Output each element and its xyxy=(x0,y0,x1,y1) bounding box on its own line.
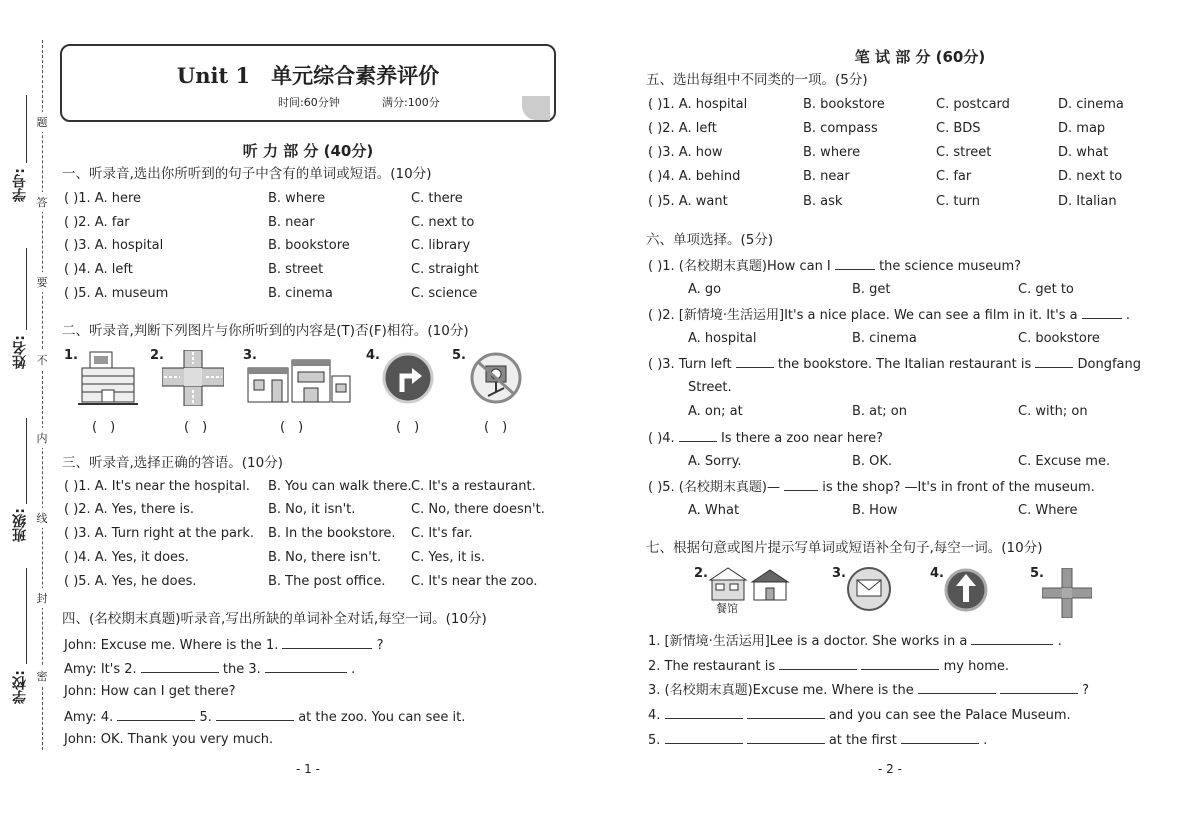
page-number-2: - 2 - xyxy=(878,762,902,776)
answer-blank[interactable] xyxy=(901,731,979,744)
s5-q2-c: C. BDS xyxy=(936,121,981,136)
answer-blank[interactable] xyxy=(784,478,818,491)
dialog-line-2 xyxy=(64,660,355,678)
stem-text: and you can see the Palace Museum. xyxy=(828,708,1071,723)
s5-q4-d: D. next to xyxy=(1058,169,1123,184)
pic-number: 2. xyxy=(694,566,708,581)
seal-dashed-line xyxy=(42,40,43,750)
dialog-text: at the zoo. You can see it. xyxy=(298,710,466,725)
answer-blank[interactable] xyxy=(265,660,347,673)
dialog-line-3: John: How can I get there? xyxy=(64,684,236,699)
s3-q4-a: ( )4. A. Yes, it does. xyxy=(64,550,189,565)
class-line xyxy=(26,418,27,504)
answer-blank[interactable] xyxy=(971,632,1053,645)
stem-text: at the first xyxy=(828,733,897,748)
stem-text: ( )2. [新情境·生活运用]It's a nice place. We can see a film in it. It's a xyxy=(648,308,1078,323)
seal-char: 内 xyxy=(36,428,48,448)
s1-q4-a: ( )4. A. left xyxy=(64,262,133,277)
s1-q2-a: ( )2. A. far xyxy=(64,215,130,230)
exam-time: 时间:60分钟 xyxy=(278,96,340,109)
page-number-1: - 1 - xyxy=(296,762,320,776)
student-name-label: 姓名: xyxy=(12,335,28,369)
section-7-heading: 七、根据句意或图片提示写单词或短语补全句子,每空一词。(10分) xyxy=(646,540,1043,556)
s1-q5-a: ( )5. A. museum xyxy=(64,286,169,301)
s6-q4-c: C. Excuse me. xyxy=(1018,454,1111,469)
s3-q4-c: C. Yes, it is. xyxy=(411,550,485,565)
s6-q1-b: B. get xyxy=(852,282,891,297)
answer-blank[interactable] xyxy=(679,429,717,442)
s5-q2-b: B. compass xyxy=(803,121,878,136)
answer-blank[interactable] xyxy=(747,731,825,744)
answer-blank[interactable] xyxy=(282,636,372,649)
s6-q2-a: A. hospital xyxy=(688,331,757,346)
s6-q2-b: B. cinema xyxy=(852,331,917,346)
s1-q1-b: B. where xyxy=(268,191,326,206)
s6-q5-stem xyxy=(648,478,1095,496)
seal-char: 题 xyxy=(36,112,48,132)
s6-q4-b: B. OK. xyxy=(852,454,893,469)
s5-q5-b: B. ask xyxy=(803,194,843,209)
answer-blank[interactable] xyxy=(861,657,939,670)
section-3-heading: 三、听录音,选择正确的答语。(10分) xyxy=(62,455,284,471)
dialog-line-4 xyxy=(64,708,465,726)
dialog-text: the 3. xyxy=(222,662,261,677)
pic-number: 4. xyxy=(366,348,380,363)
dialog-text: 5. xyxy=(199,710,212,725)
s1-q3-b: B. bookstore xyxy=(268,238,350,253)
stem-text: . xyxy=(1057,634,1062,649)
answer-blank[interactable] xyxy=(216,708,294,721)
exam-full-score: 满分:100分 xyxy=(382,96,440,109)
dialog-text: Amy: 4. xyxy=(64,710,114,725)
s1-q2-b: B. near xyxy=(268,215,315,230)
post-office-icon xyxy=(846,566,892,612)
stem-text: ( )4. xyxy=(648,431,675,446)
s1-q5-b: B. cinema xyxy=(268,286,333,301)
s6-q2-c: C. bookstore xyxy=(1018,331,1100,346)
s1-q5-c: C. science xyxy=(411,286,478,301)
no-photo-sign-icon xyxy=(470,352,522,404)
answer-paren: ( ) xyxy=(396,420,420,435)
school-label: 学校: xyxy=(12,670,28,704)
answer-blank[interactable] xyxy=(1082,306,1122,319)
pic-number: 5. xyxy=(1030,566,1044,581)
stem-text: . xyxy=(1125,308,1131,323)
student-number-label: 学号: xyxy=(12,168,28,202)
answer-blank[interactable] xyxy=(747,706,825,719)
pic-number: 3. xyxy=(243,348,257,363)
s6-q3-a: A. on; at xyxy=(688,404,743,419)
turn-right-sign-icon xyxy=(382,352,434,404)
stem-text: Is there a zoo near here? xyxy=(720,431,884,446)
s1-q1-c: C. there xyxy=(411,191,463,206)
stem-text: 3. (名校期末真题)Excuse me. Where is the xyxy=(648,683,914,698)
s5-q4-a: ( )4. A. behind xyxy=(648,169,741,184)
stem-text: ( )5. (名校期末真题)— xyxy=(648,480,780,495)
stem-text: ( )1. (名校期末真题)How can I xyxy=(648,259,831,274)
seal-char: 要 xyxy=(36,272,48,292)
pic-number: 2. xyxy=(150,348,164,363)
s7-line-5 xyxy=(648,731,987,749)
answer-paren: ( ) xyxy=(184,420,208,435)
section-1-heading: 一、听录音,选出你所听到的句子中含有的单词或短语。(10分) xyxy=(62,166,432,182)
s5-q4-b: B. near xyxy=(803,169,850,184)
s6-q3-b: B. at; on xyxy=(852,404,907,419)
s5-q1-c: C. postcard xyxy=(936,97,1010,112)
pic-number: 3. xyxy=(832,566,846,581)
s1-q3-a: ( )3. A. hospital xyxy=(64,238,164,253)
s3-q2-b: B. No, it isn't. xyxy=(268,502,356,517)
s3-q3-a: ( )3. A. Turn right at the park. xyxy=(64,526,254,541)
restaurant-caption: 餐馆 xyxy=(716,602,738,615)
pic-number: 5. xyxy=(452,348,466,363)
student-number-line xyxy=(26,95,27,163)
stem-text: ? xyxy=(1082,683,1090,698)
page-curl-decoration xyxy=(522,96,550,120)
stem-text: 1. [新情境·生活运用]Lee is a doctor. She works in a xyxy=(648,634,968,649)
s3-q5-c: C. It's near the zoo. xyxy=(411,574,538,589)
page-title: Unit 1 单元综合素养评价 xyxy=(176,63,440,88)
s1-q2-c: C. next to xyxy=(411,215,475,230)
dialog-line-1 xyxy=(64,636,384,654)
s5-q3-c: C. street xyxy=(936,145,992,160)
answer-paren: ( ) xyxy=(92,420,116,435)
dialog-text: ? xyxy=(376,638,384,653)
answer-blank[interactable] xyxy=(835,257,875,270)
s6-q5-a: A. What xyxy=(688,503,740,518)
s1-q4-b: B. street xyxy=(268,262,324,277)
student-name-line xyxy=(26,248,27,330)
s5-q2-d: D. map xyxy=(1058,121,1106,136)
s7-line-3 xyxy=(648,681,1089,699)
s1-q4-c: C. straight xyxy=(411,262,479,277)
answer-blank[interactable] xyxy=(665,731,743,744)
s5-q5-a: ( )5. A. want xyxy=(648,194,728,209)
stem-text: 2. The restaurant is xyxy=(648,659,776,674)
s5-q3-a: ( )3. A. how xyxy=(648,145,723,160)
s5-q1-a: ( )1. A. hospital xyxy=(648,97,748,112)
s3-q2-c: C. No, there doesn't. xyxy=(411,502,545,517)
s5-q5-d: D. Italian xyxy=(1058,194,1117,209)
seal-char: 封 xyxy=(36,588,48,608)
s5-q1-b: B. bookstore xyxy=(803,97,885,112)
s1-q1-a: ( )1. A. here xyxy=(64,191,142,206)
answer-blank[interactable] xyxy=(736,355,774,368)
answer-blank[interactable] xyxy=(1000,681,1078,694)
go-straight-sign-icon xyxy=(944,568,988,612)
seal-char: 线 xyxy=(36,508,48,528)
restaurant-house-icon xyxy=(708,566,790,602)
s1-q3-c: C. library xyxy=(411,238,471,253)
s3-q3-c: C. It's far. xyxy=(411,526,473,541)
dialog-text: John: Excuse me. Where is the 1. xyxy=(64,638,279,653)
s5-q1-d: D. cinema xyxy=(1058,97,1124,112)
s5-q3-d: D. what xyxy=(1058,145,1109,160)
answer-blank[interactable] xyxy=(779,657,857,670)
s3-q1-c: C. It's a restaurant. xyxy=(411,479,536,494)
s3-q2-a: ( )2. A. Yes, there is. xyxy=(64,502,195,517)
s5-q3-b: B. where xyxy=(803,145,861,160)
s6-q1-c: C. get to xyxy=(1018,282,1074,297)
s3-q3-b: B. In the bookstore. xyxy=(268,526,396,541)
section-6-heading: 六、单项选择。(5分) xyxy=(646,232,774,248)
seal-char: 答 xyxy=(36,192,48,212)
s6-q1-a: A. go xyxy=(688,282,722,297)
s6-q4-stem xyxy=(648,429,883,447)
s6-q3-c: C. with; on xyxy=(1018,404,1088,419)
written-part-title: 笔 试 部 分 (60分) xyxy=(854,48,986,66)
s7-line-4 xyxy=(648,706,1071,724)
s3-q1-a: ( )1. A. It's near the hospital. xyxy=(64,479,250,494)
s6-q2-stem xyxy=(648,306,1130,324)
seal-char: 密 xyxy=(36,666,48,686)
stem-text: the bookstore. The Italian restaurant is xyxy=(777,357,1032,372)
stem-text: my home. xyxy=(943,659,1010,674)
stem-text: 4. xyxy=(648,708,661,723)
s3-q5-b: B. The post office. xyxy=(268,574,386,589)
s6-q5-b: B. How xyxy=(852,503,898,518)
pic-number: 4. xyxy=(930,566,944,581)
s3-q4-b: B. No, there isn't. xyxy=(268,550,382,565)
crossroads-icon xyxy=(162,350,224,406)
s6-q1-stem xyxy=(648,257,1021,275)
s3-q1-b: B. You can walk there. xyxy=(268,479,412,494)
stem-text: . xyxy=(983,733,988,748)
s5-q4-c: C. far xyxy=(936,169,972,184)
shops-street-icon xyxy=(246,356,352,404)
section-5-heading: 五、选出每组中不同类的一项。(5分) xyxy=(646,72,868,88)
section-4-heading: 四、(名校期末真题)听录音,写出所缺的单词补全对话,每空一词。(10分) xyxy=(62,611,487,627)
pic-number: 1. xyxy=(64,348,78,363)
crossing-icon xyxy=(1042,568,1092,618)
stem-text: is the shop? —It's in front of the museum. xyxy=(822,480,1095,495)
s6-q5-c: C. Where xyxy=(1018,503,1078,518)
stem-text: the science museum? xyxy=(879,259,1022,274)
s7-line-2 xyxy=(648,657,1009,675)
s6-q3-stem-cont: Street. xyxy=(688,380,732,395)
s6-q3-stem xyxy=(648,355,1141,373)
s5-q5-c: C. turn xyxy=(936,194,981,209)
answer-paren: ( ) xyxy=(484,420,508,435)
section-2-heading: 二、听录音,判断下列图片与你所听到的内容是(T)否(F)相符。(10分) xyxy=(62,323,469,339)
answer-blank[interactable] xyxy=(665,706,743,719)
class-label: 班级: xyxy=(12,508,28,542)
s6-q4-a: A. Sorry. xyxy=(688,454,742,469)
listening-part-title: 听 力 部 分 (40分) xyxy=(242,142,374,160)
s3-q5-a: ( )5. A. Yes, he does. xyxy=(64,574,197,589)
stem-text: Dongfang xyxy=(1077,357,1141,372)
dialog-line-5: John: OK. Thank you very much. xyxy=(64,732,274,747)
answer-blank[interactable] xyxy=(141,660,219,673)
answer-blank[interactable] xyxy=(918,681,996,694)
dialog-text: . xyxy=(351,662,356,677)
stem-text: 5. xyxy=(648,733,661,748)
school-line xyxy=(26,568,27,664)
stem-text: ( )3. Turn left xyxy=(648,357,732,372)
s5-q2-a: ( )2. A. left xyxy=(648,121,717,136)
answer-blank[interactable] xyxy=(117,708,195,721)
school-building-icon xyxy=(78,350,138,406)
answer-paren: ( ) xyxy=(280,420,304,435)
answer-blank[interactable] xyxy=(1035,355,1073,368)
s7-line-1 xyxy=(648,632,1062,650)
dialog-text: Amy: It's 2. xyxy=(64,662,137,677)
seal-char: 不 xyxy=(36,350,48,370)
